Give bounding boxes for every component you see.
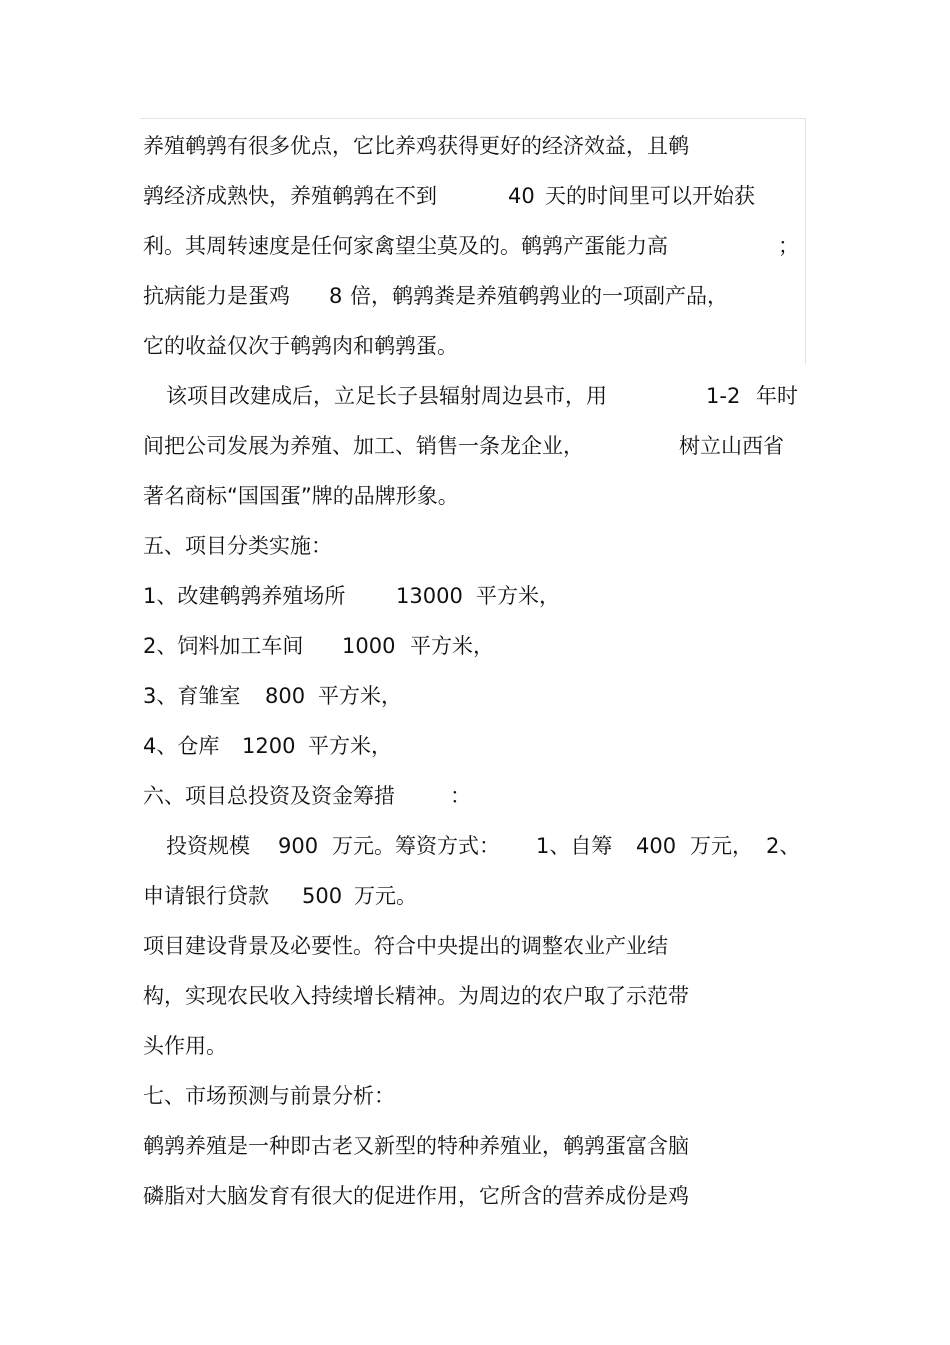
text-segment: 万元。筹资方式： [332, 834, 500, 858]
list-item [0, 626, 950, 666]
number-segment: 1200 [242, 734, 296, 758]
number-segment: 500 [302, 884, 343, 908]
text-segment: 该项目改建成后，立足长子县辐射周边县市，用 [166, 384, 607, 408]
number-segment: 8 [329, 284, 343, 308]
text-segment: 平方米， [318, 684, 402, 708]
paragraph-line [0, 376, 950, 416]
paragraph-line [0, 1026, 950, 1066]
text-segment: 磷脂对大脑发育有很大的促进作用，它所含的营养成份是鸡 [143, 1184, 689, 1208]
paragraph-line [0, 126, 950, 166]
text-segment: 七、市场预测与前景分析： [143, 1084, 395, 1108]
paragraph-line [0, 476, 950, 516]
list-item [0, 576, 950, 616]
text-segment: 平方米， [476, 584, 560, 608]
text-segment: 间把公司发展为养殖、加工、销售一条龙企业， [143, 434, 584, 458]
number-segment: 400 [636, 834, 677, 858]
number-segment: 1000 [342, 634, 396, 658]
text-segment: 五、项目分类实施： [143, 534, 332, 558]
number-segment: 13000 [396, 584, 463, 608]
number-segment: 800 [265, 684, 306, 708]
text-segment: 抗病能力是蛋鸡 [143, 284, 290, 308]
text-segment: 倍，鹌鹑粪是养殖鹌鹑业的一项副产品， [350, 284, 728, 308]
list-item [0, 726, 950, 766]
text-segment: 树立山西省 [679, 434, 784, 458]
text-segment: 养殖鹌鹑有很多优点，它比养鸡获得更好的经济效益，且鹌 [143, 134, 689, 158]
number-segment: 900 [278, 834, 319, 858]
section-heading [0, 1076, 950, 1116]
text-segment: 3、育雏室 [143, 684, 241, 708]
text-segment: 它的收益仅次于鹌鹑肉和鹌鹑蛋。 [143, 334, 458, 358]
text-segment: 鹑经济成熟快，养殖鹌鹑在不到 [143, 184, 437, 208]
paragraph-line [0, 276, 950, 316]
number-segment: 40 [508, 184, 535, 208]
text-segment: 构，实现农民收入持续增长精神。为周边的农户取了示范带 [143, 984, 689, 1008]
text-segment: 1、自筹 [536, 834, 613, 858]
text-segment: 申请银行贷款 [143, 884, 269, 908]
text-segment: 4、仓库 [143, 734, 220, 758]
text-segment: 年时 [756, 384, 798, 408]
text-segment: 投资规模 [166, 834, 250, 858]
text-segment: 著名商标“国国蛋”牌的品牌形象。 [143, 484, 459, 508]
text-segment: 利。其周转速度是任何家禽望尘莫及的。鹌鹑产蛋能力高 [143, 234, 668, 258]
text-segment: 鹌鹑养殖是一种即古老又新型的特种养殖业，鹌鹑蛋富含脑 [143, 1134, 689, 1158]
paragraph-line [0, 926, 950, 966]
text-segment: 2、饲料加工车间 [143, 634, 304, 658]
paragraph-line [0, 1126, 950, 1166]
paragraph-line [0, 1176, 950, 1216]
text-segment: 平方米， [308, 734, 392, 758]
text-segment: 1、改建鹌鹑养殖场所 [143, 584, 346, 608]
section-heading [0, 776, 950, 816]
text-segment: 项目建设背景及必要性。符合中央提出的调整农业产业结 [143, 934, 668, 958]
text-segment: 2、 [766, 834, 801, 858]
text-segment: 万元， [690, 834, 753, 858]
list-item [0, 676, 950, 716]
number-segment: 1-2 [706, 384, 741, 408]
paragraph-line [0, 426, 950, 466]
punctuation-segment: ： [450, 784, 471, 808]
text-segment: 万元。 [354, 884, 417, 908]
punctuation-segment: ； [778, 234, 799, 258]
paragraph-line [0, 826, 950, 866]
paragraph-line [0, 226, 950, 266]
paragraph-line [0, 176, 950, 216]
text-segment: 六、项目总投资及资金筹措 [143, 784, 395, 808]
text-segment: 天的时间里可以开始获 [545, 184, 755, 208]
text-segment: 平方米， [410, 634, 494, 658]
paragraph-line [0, 326, 950, 366]
paragraph-line [0, 876, 950, 916]
text-segment: 头作用。 [143, 1034, 227, 1058]
section-heading [0, 526, 950, 566]
paragraph-line [0, 976, 950, 1016]
